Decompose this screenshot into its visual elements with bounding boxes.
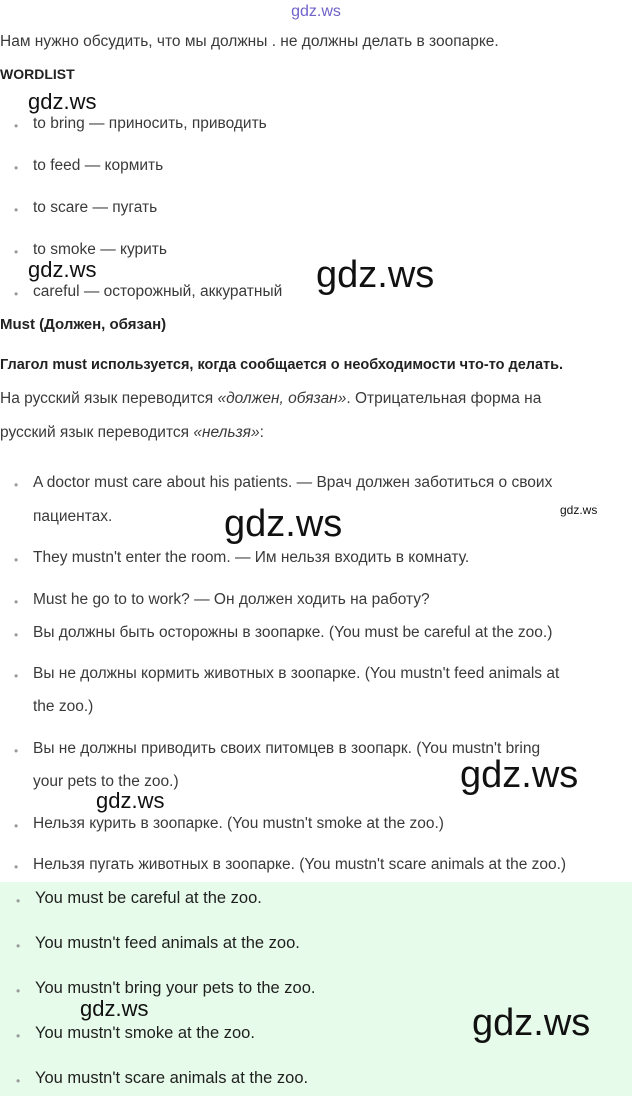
bullet-icon: • (16, 1029, 21, 1043)
example-line: your pets to the zoo.) (33, 773, 179, 790)
translation-line-1 (0, 390, 541, 408)
translation-italic: «нельзя» (193, 424, 260, 441)
example-line: They mustn't enter the room. — Им нельзя входить в комнату. (33, 549, 470, 566)
watermark: gdz.ws (28, 89, 97, 114)
answer-item: You mustn't feed animals at the zoo. (35, 934, 300, 952)
bullet-icon: • (14, 287, 19, 301)
bullet-icon: • (14, 595, 19, 609)
watermark: gdz.ws (560, 503, 598, 517)
watermark: gdz.ws (28, 257, 97, 282)
bullet-icon: • (14, 819, 19, 833)
example-line: Must he go to to work? — Он должен ходить на работу? (33, 591, 430, 608)
answer-item: You mustn't scare animals at the zoo. (35, 1069, 309, 1087)
bullet-icon: • (14, 245, 19, 259)
bullet-icon: • (14, 744, 19, 758)
example-line: the zoo.) (33, 698, 94, 715)
answer-item: You mustn't smoke at the zoo. (35, 1024, 255, 1042)
watermark: gdz.ws (96, 788, 165, 813)
translation-text: . Отрицательная форма на (346, 390, 542, 407)
watermark: gdz.ws (224, 503, 343, 545)
watermark: gdz.ws (80, 996, 149, 1021)
wordlist-item: to bring — приносить, приводить (33, 115, 267, 132)
watermark: gdz.ws (316, 254, 435, 296)
wordlist-item: to scare — пугать (33, 199, 158, 216)
bullet-icon: • (16, 939, 21, 953)
bullet-icon: • (14, 478, 19, 492)
translation-italic: «должен, обязан» (217, 390, 347, 407)
example-line: Вы не должны кормить животных в зоопарке. (You mustn't feed animals at (33, 665, 560, 682)
wordlist-item: to smoke — курить (33, 241, 167, 258)
must-rule: Глагол must используется, когда сообщается о необходимости что-то делать. (0, 357, 564, 373)
translation-line-2 (0, 424, 264, 442)
example-line: Вы не должны приводить своих питомцев в зоопарк. (You mustn't bring (33, 740, 541, 757)
example-line: Вы должны быть осторожны в зоопарке. (You must be careful at the zoo.) (33, 624, 553, 641)
bullet-icon: • (14, 203, 19, 217)
bullet-icon: • (16, 894, 21, 908)
wordlist-item: to feed — кормить (33, 157, 164, 174)
answer-item: You mustn't bring your pets to the zoo. (35, 979, 316, 997)
translation-text: На русский язык переводится (0, 390, 218, 407)
example-line: Нельзя курить в зоопарке. (You mustn't smoke at the zoo.) (33, 815, 444, 832)
bullet-icon: • (14, 628, 19, 642)
bullet-icon: • (14, 161, 19, 175)
wordlist-item: careful — осторожный, аккуратный (33, 283, 283, 300)
example-line: Нельзя пугать животных в зоопарке. (You mustn't scare animals at the zoo.) (33, 856, 567, 873)
bullet-icon: • (14, 860, 19, 874)
example-line: пациентах. (33, 508, 113, 525)
translation-text: : (259, 424, 264, 441)
bullet-icon: • (14, 553, 19, 567)
watermark: gdz.ws (472, 1002, 591, 1044)
bullet-icon: • (14, 669, 19, 683)
watermark: gdz.ws (460, 754, 579, 796)
intro-text: Нам нужно обсудить, что мы должны . не должны делать в зоопарке. (0, 33, 499, 50)
bullet-icon: • (16, 984, 21, 998)
must-heading: Must (Должен, обязан) (0, 316, 167, 333)
watermark-top[interactable]: gdz.ws (291, 3, 341, 20)
translation-text: русский язык переводится (0, 424, 194, 441)
bullet-icon: • (16, 1074, 21, 1088)
answer-item: You must be careful at the zoo. (35, 889, 262, 907)
bullet-icon: • (14, 119, 19, 133)
wordlist-heading: WORDLIST (0, 66, 75, 82)
example-line: A doctor must care about his patients. — Врач должен заботиться о своих (33, 474, 553, 491)
